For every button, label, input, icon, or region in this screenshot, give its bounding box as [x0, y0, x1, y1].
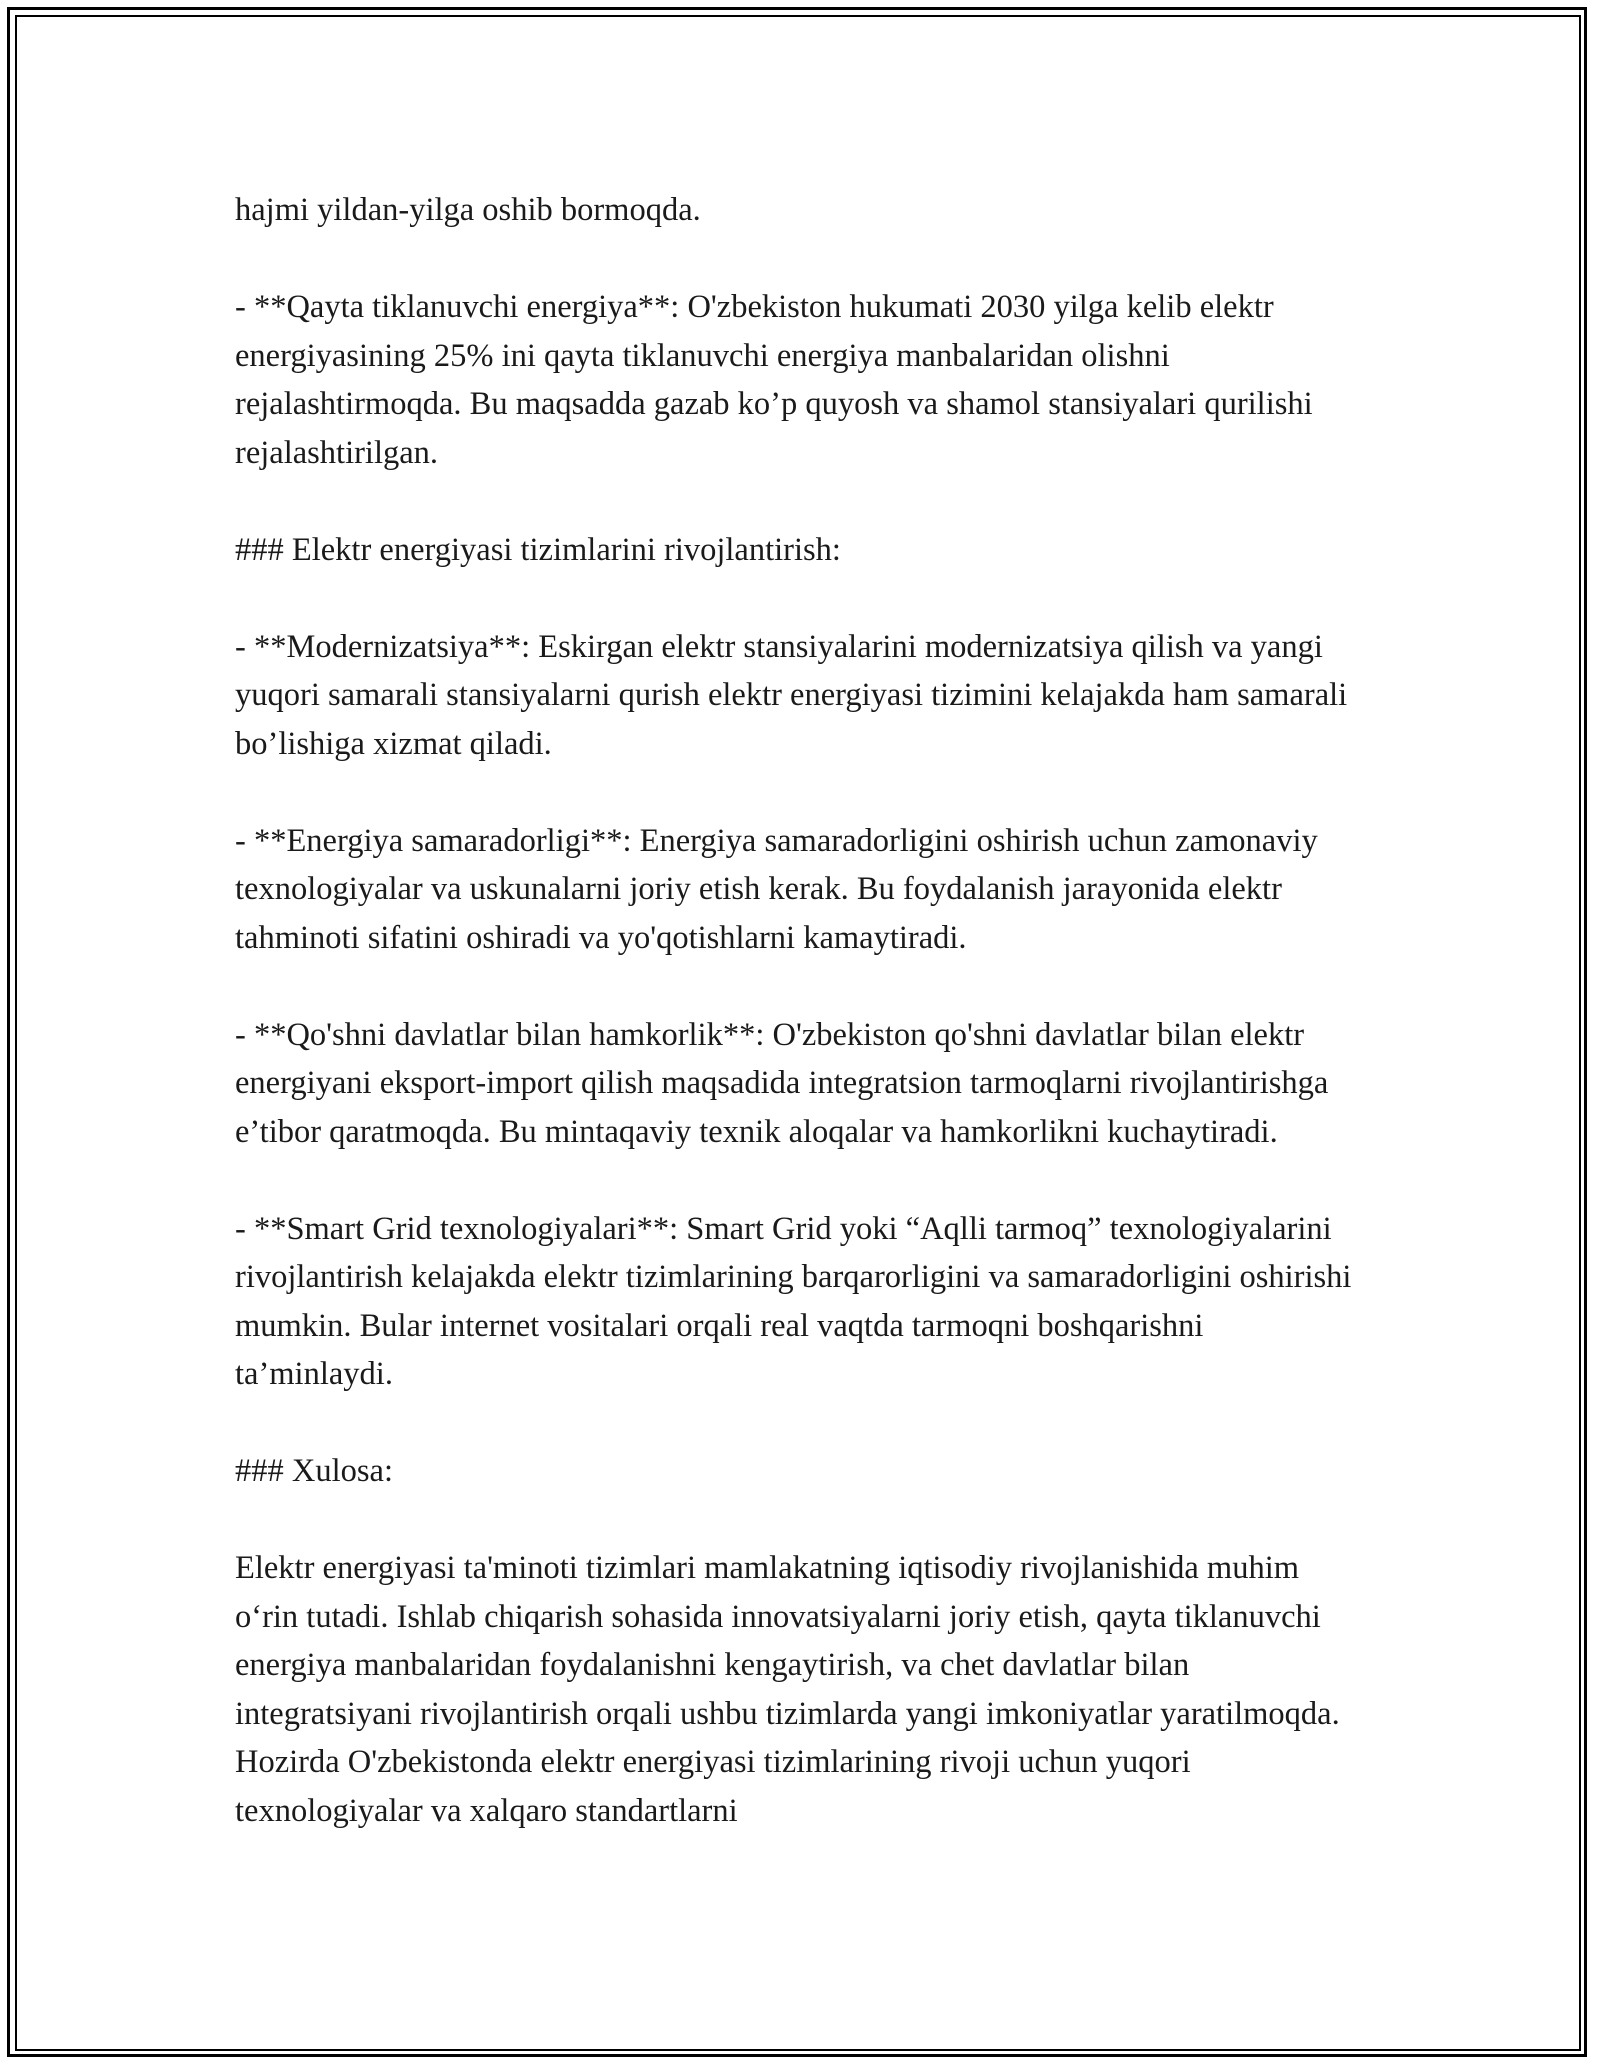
document-body: [235, 186, 1365, 1835]
paragraph-conclusion: Elektr energiyasi ta'minoti tizimlari mamlakatning iqtisodiy rivojlanishida muhim o‘rin tutadi. Ishlab chiqarish sohasida innovatsiyalarni joriy etish, qayta tiklanuvchi energiya manbalaridan foydalanishni kengaytirish, va chet davlatlar bilan integratsiyani rivojlantirish orqali ushbu tizimlarda yangi imkoniyatlar yaratilmoqda. Hozirda O'zbekistonda elektr energiyasi tizimlarining rivoji uchun yuqori texnologiyalar va xalqaro standartlarni: [235, 1550, 1340, 1829]
paragraph-energy-efficiency: - **Energiya samaradorligi**: Energiya samaradorligini oshirish uchun zamonaviy texnologiyalar va uskunalarni joriy etish kerak. Bu foydalanish jarayonida elektr tahminoti sifatini oshiradi va yo'qotishlarni kamaytiradi.: [235, 822, 1318, 956]
paragraph-modernization: - **Modernizatsiya**: Eskirgan elektr stansiyalarini modernizatsiya qilish va yangi yuqori samarali stansiyalarni qurish elektr energiyasi tizimini kelajakda ham samarali bo’lishiga xizmat qiladi.: [235, 628, 1348, 762]
paragraph-smart-grid: - **Smart Grid texnologiyalari**: Smart Grid yoki “Aqlli tarmoq” texnologiyalarini rivojlantirish kelajakda elektr tizimlarining barqarorligini va samaradorligini oshirishi mumkin. Bular internet vositalari orqali real vaqtda tarmoqni boshqarishni ta’minlaydi.: [235, 1210, 1352, 1392]
paragraph-renewable-energy: - **Qayta tiklanuvchi energiya**: O'zbekiston hukumati 2030 yilga kelib elektr energiyasining 25% ini qayta tiklanuvchi energiya manbalaridan olishni rejalashtirmoqda. Bu maqsadda gazab ko’p quyosh va shamol stansiyalari qurilishi rejalashtirilgan.: [235, 289, 1313, 471]
paragraph-neighbor-cooperation: - **Qo'shni davlatlar bilan hamkorlik**: O'zbekiston qo'shni davlatlar bilan elektr energiyani eksport-import qilish maqsadida integratsion tarmoqlarni rivojlantirishga e’tibor qaratmoqda. Bu mintaqaviy texnik aloqalar va hamkorlikni kuchaytiradi.: [235, 1016, 1329, 1150]
paragraph-intro-continuation: hajmi yildan-yilga oshib bormoqda.: [235, 192, 701, 228]
section-heading-development: ### Elektr energiyasi tizimlarini rivojlantirish:: [235, 531, 841, 568]
section-heading-conclusion: ### Xulosa:: [235, 1453, 393, 1489]
